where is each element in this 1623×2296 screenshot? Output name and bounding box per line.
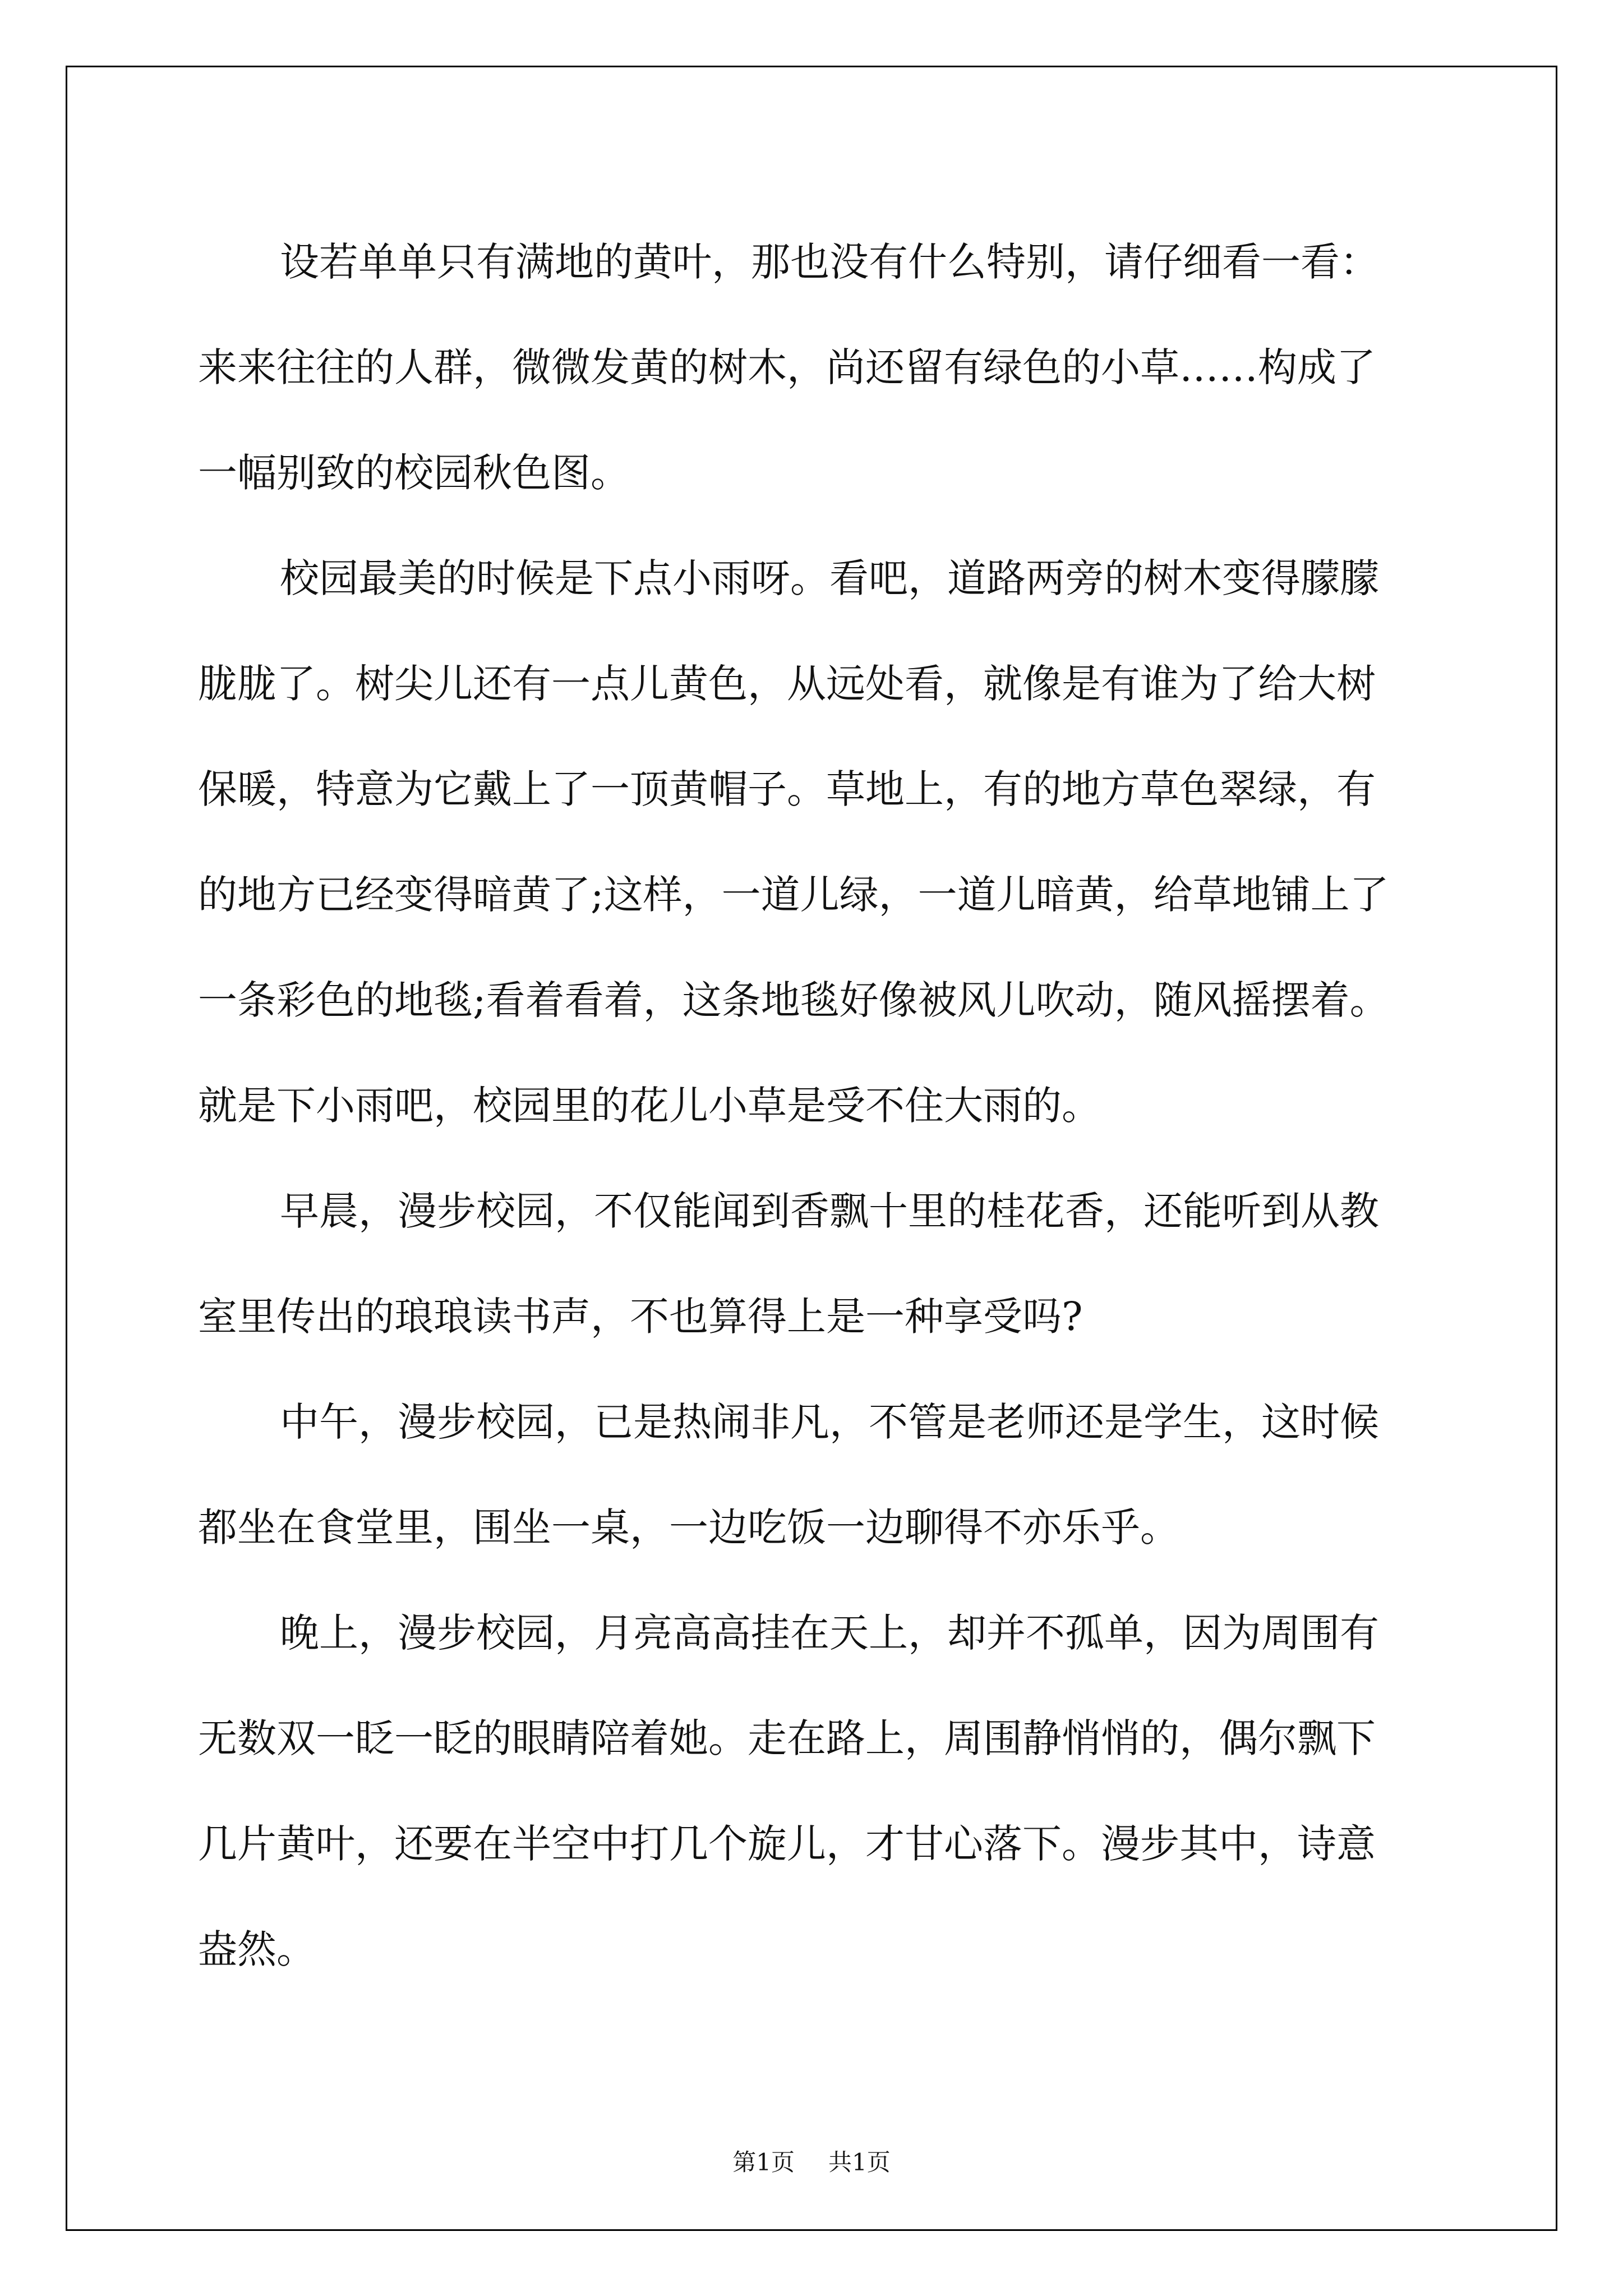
paragraph-3: 早晨，漫步校园，不仅能闻到香飘十里的桂花香，还能听到从教 室里传出的琅琅读书声，不也算得上是一种享受吗? [198, 1188, 1379, 1340]
paragraph-5: 晚上，漫步校园，月亮高高挂在天上，却并不孤单，因为周围有 无数双一眨一眨的眼睛陪着她。走在路上，周围静悄悄的，偶尔飘下 几片黄叶，还要在半空中打几个旋儿，才甘心落下。漫步其中，诗意 盎然。 [198, 1610, 1379, 1972]
document-body [198, 209, 1471, 2002]
page-number-current: 第1页 [732, 2148, 795, 2176]
paragraph-4: 中午，漫步校园，已是热闹非凡，不管是老师还是学生，这时候 都坐在食堂里，围坐一桌，一边吃饭一边聊得不亦乐乎。 [198, 1399, 1379, 1550]
page-footer [0, 2147, 1623, 2178]
paragraph-2: 校园最美的时候是下点小雨呀。看吧，道路两旁的树木变得朦朦 胧胧了。树尖儿还有一点儿黄色，从远处看，就像是有谁为了给大树 保暖，特意为它戴上了一顶黄帽子。草地上，有的地方草色翠绿，有 的地方已经变得暗黄了;这样，一道儿绿，一道儿暗黄，给草地铺上了 一条彩色的地毯;看着看着，这条地毯好像被风儿吹动，随风摇摆着。 就是下小雨吧，校园里的花儿小草是受不住大雨的。 [198, 555, 1389, 1129]
page-number-total: 共1页 [828, 2148, 891, 2176]
paragraph-1: 设若单单只有满地的黄叶，那也没有什么特别，请仔细看一看： 来来往往的人群，微微发黄的树木，尚还留有绿色的小草……构成了 一幅别致的校园秋色图。 [198, 239, 1379, 496]
